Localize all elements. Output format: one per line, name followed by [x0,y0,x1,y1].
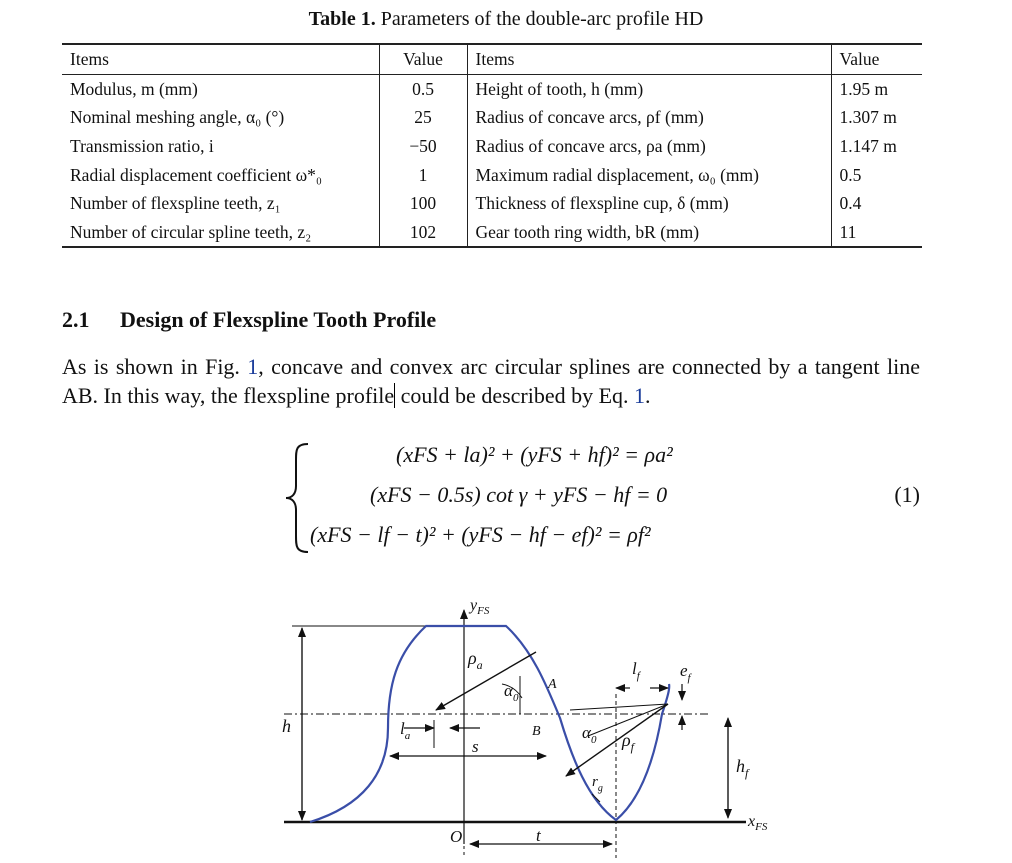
row-item-2: Thickness of flexspline cup, δ (mm) [467,189,831,218]
row-value-1: 0.5 [379,74,467,103]
t-label: t [536,826,541,845]
figure-reference-link[interactable]: 1 [247,354,259,379]
tooth-profile-curve [310,626,669,822]
row-item-2: Radius of concave arcs, ρf (mm) [467,103,831,132]
table-row [62,189,922,218]
table-caption [0,8,1012,31]
parameters-table [62,43,922,248]
row-value-2: 1.95 m [831,74,922,103]
row-item-2: Height of tooth, h (mm) [467,74,831,103]
row-item-1: Radial displacement coefficient ω*₀ [70,164,322,185]
row-value-1: 25 [379,103,467,132]
h-label: h [282,716,291,736]
row-value-1: 102 [379,218,467,248]
row-item-1: Modulus, m (mm) [70,78,198,99]
row-value-2: 1.307 m [831,103,922,132]
row-value-2: 0.4 [831,189,922,218]
header-items-2: Items [467,44,831,74]
table-row [62,74,922,103]
paragraph-text-3: could be described by Eq. [395,383,635,408]
section-title: Design of Flexspline Tooth Profile [120,307,437,332]
rho-a-radius [436,652,536,710]
row-value-1: 100 [379,189,467,218]
section-heading [62,307,436,333]
table-header-row [62,44,922,74]
row-value-2: 0.5 [831,160,922,189]
rho-a-label: $\rho_a$ [468,648,483,672]
header-value-1: Value [379,44,467,74]
h-f-label: $h_f$ [736,756,749,780]
equation-line-2: (xFS − 0.5s) cot γ + yFS − hf = 0 [370,482,668,507]
equation-line-1: (xFS + la)² + (yFS + hf)² = ρa² [396,442,673,467]
e-f-label: $e_f$ [680,661,691,684]
rho-f-label: $\rho_f$ [622,730,634,754]
table-caption-label: Table 1. [308,8,376,30]
body-paragraph [62,352,920,410]
paragraph-text-4: . [645,383,651,408]
paragraph-text-1: As is shown in Fig. [62,354,248,379]
header-value-2: Value [831,44,922,74]
table-row [62,218,922,248]
row-value-1: 1 [379,160,467,189]
row-item-1: Number of circular spline teeth, z₂ [62,218,379,248]
equation-number: (1) [894,482,920,507]
row-value-1: −50 [379,132,467,161]
equation-reference-link[interactable]: 1 [634,383,646,408]
row-item-2: Radius of concave arcs, ρa (mm) [467,132,831,161]
y-axis-label: $y_{FS}$ [470,597,490,617]
row-item-2: Gear tooth ring width, bR (mm) [467,218,831,248]
equation-block [284,442,920,554]
s-label: s [472,737,479,756]
table-row [62,103,922,132]
row-item-1: Nominal meshing angle, α₀ (°) [70,107,285,128]
row-item-1: Number of flexspline teeth, z₁ [70,193,281,214]
table-row [62,160,922,189]
table-row [62,132,922,161]
r-g-label: $r_g$ [592,774,603,794]
alpha-top-label: $\alpha_0$ [504,681,519,704]
table-caption-text: Parameters of the double-arc profile HD [380,8,704,30]
l-f-label: $l_f$ [632,659,640,682]
section-number: 2.1 [62,307,90,332]
x-axis-label: $x_{FS}$ [748,813,768,833]
tooth-profile-figure [270,588,790,860]
point-a-label: A [548,677,557,692]
row-value-2: 11 [831,218,922,248]
paragraph-text-2: , concave and convex arc circular splines are connected by a tangent line AB. In this way, the flexspline profile [62,354,920,408]
l-a-label: $l_a$ [400,719,411,742]
row-value-2: 1.147 m [831,132,922,161]
row-item-1: Transmission ratio, i [70,136,214,157]
header-items-1: Items [62,44,379,74]
alpha-bottom-label: $\alpha_0$ [582,723,597,746]
origin-label: O [450,827,463,846]
point-b-label: B [532,724,541,739]
equation-line-3: (xFS − lf − t)² + (yFS − hf − ef)² = ρf² [310,522,651,547]
row-item-2: Maximum radial displacement, ω₀ (mm) [467,160,831,189]
